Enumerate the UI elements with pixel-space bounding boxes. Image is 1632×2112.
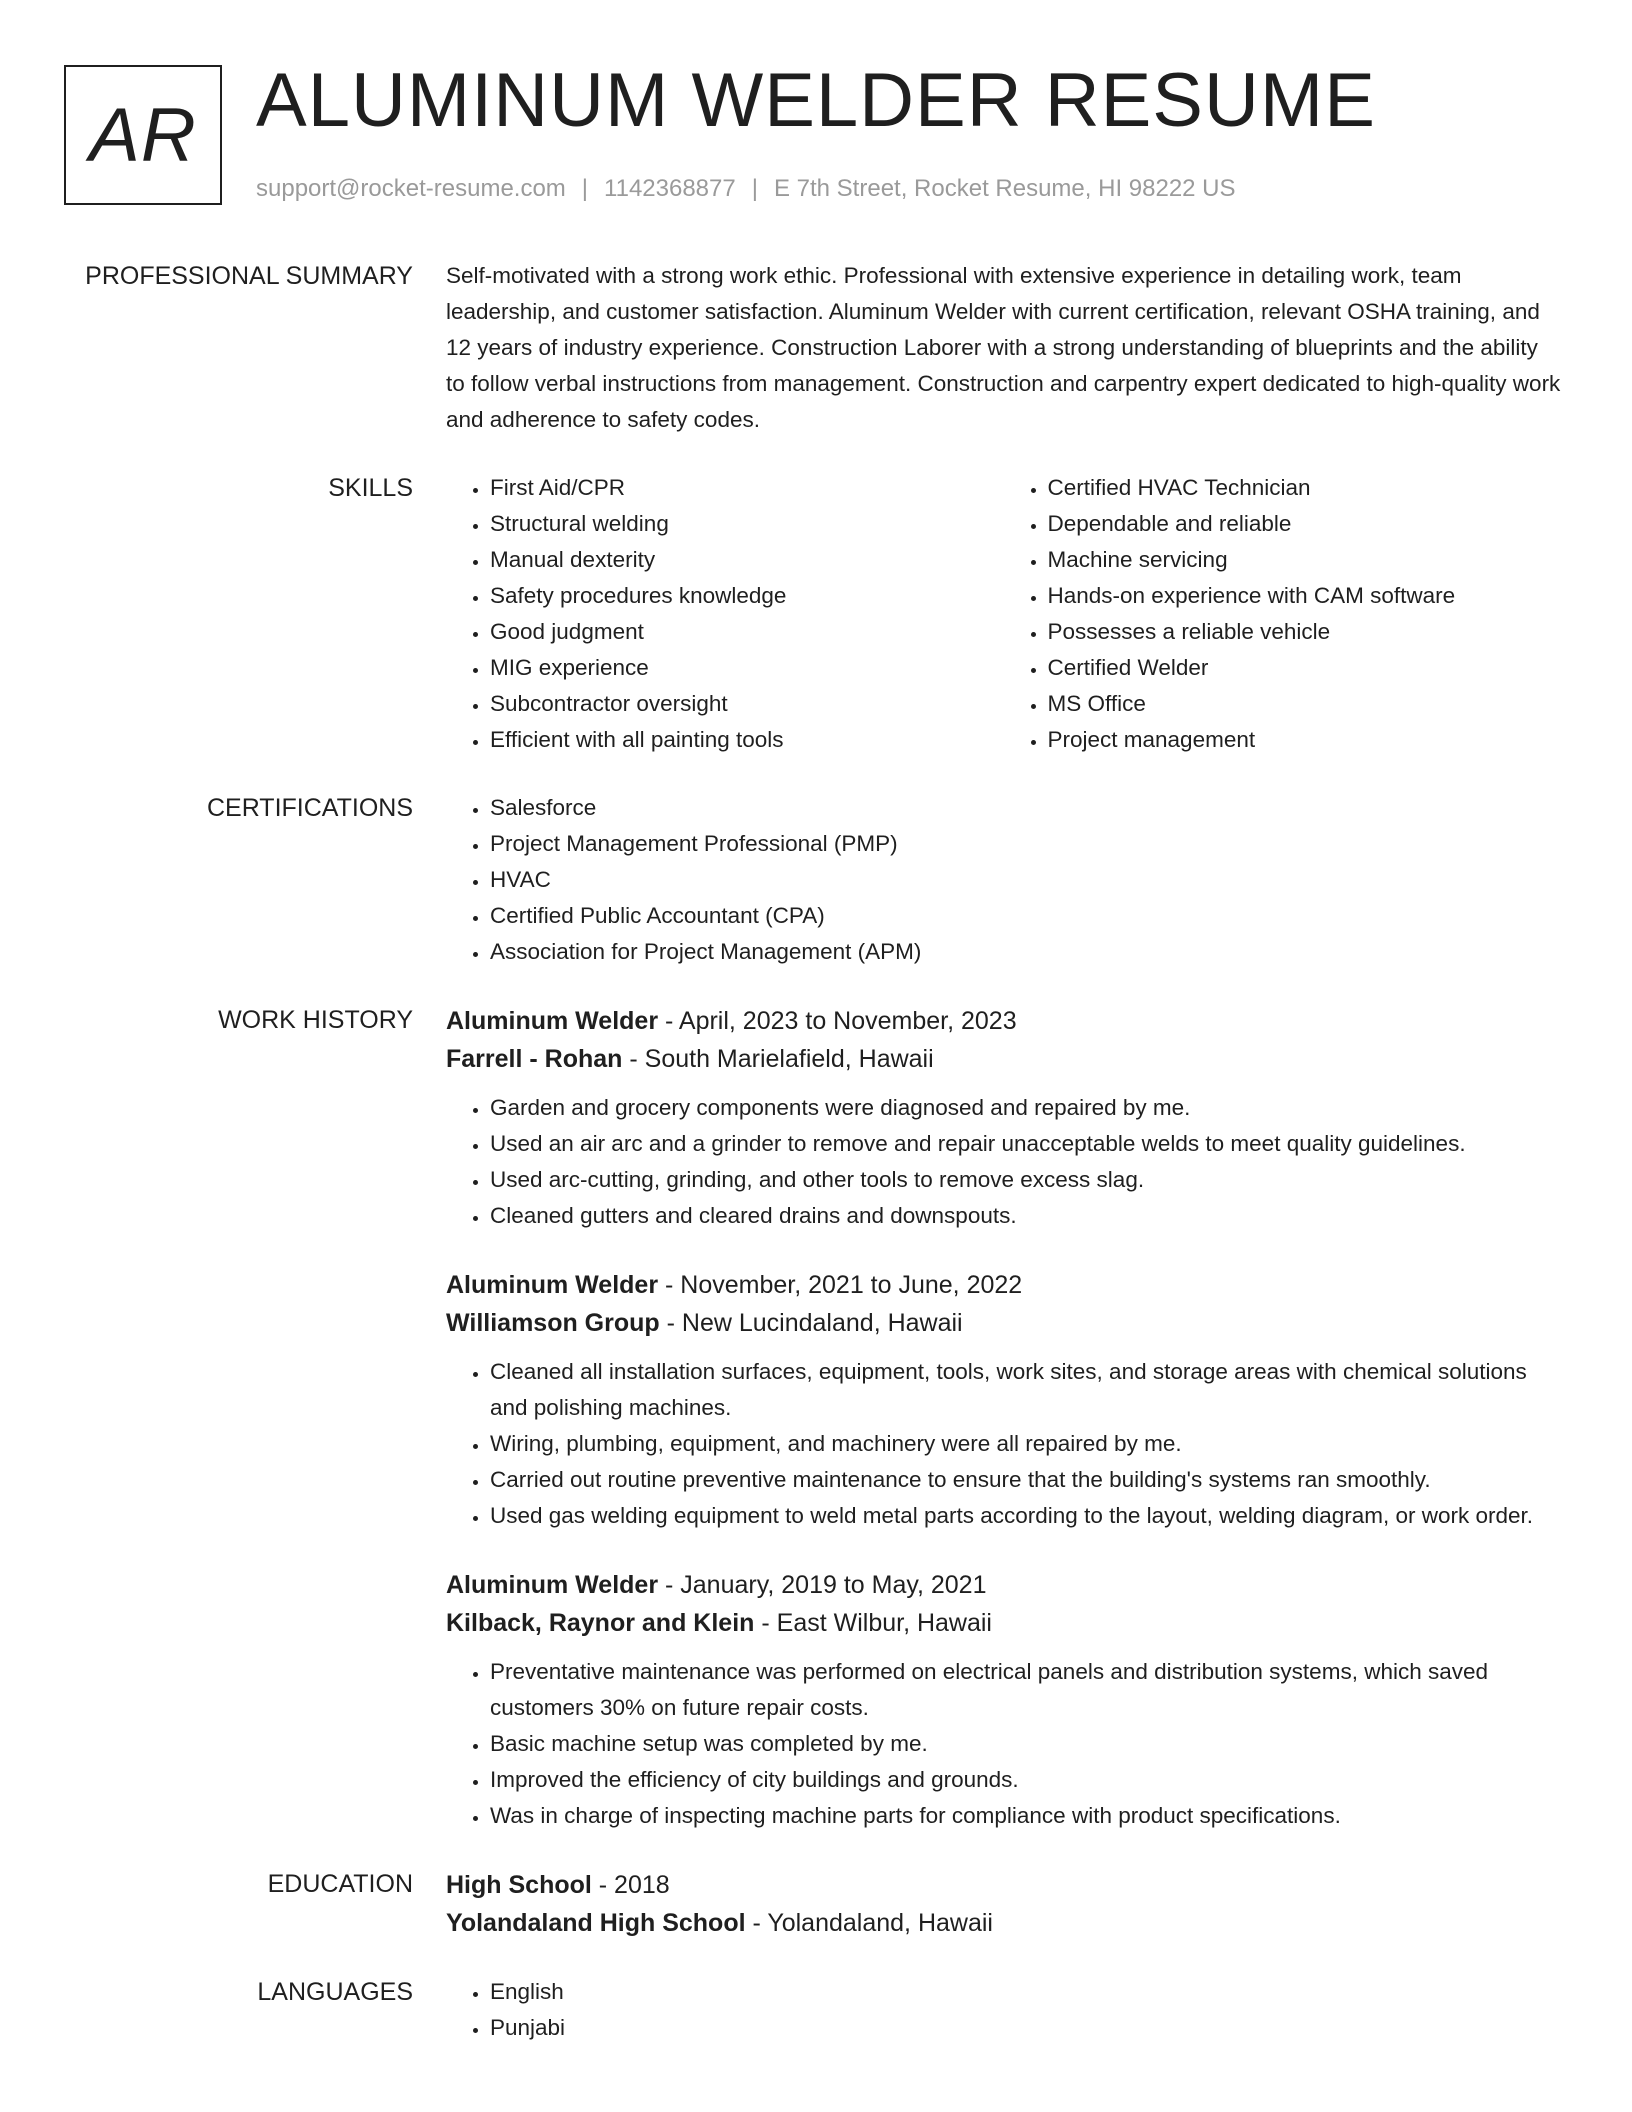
- duty-item: • Was in charge of inspecting machine parts for compliance with product specifications.: [490, 1798, 1561, 1834]
- languages-section: [0, 1974, 1632, 2046]
- skill-item: • Hands-on experience with CAM software: [1048, 578, 1562, 614]
- duty-item: • Basic machine setup was completed by me.: [490, 1726, 1561, 1762]
- work-history-body: [446, 1002, 1561, 1834]
- job-company: Kilback, Raynor and Klein: [446, 1609, 755, 1637]
- summary-body: [446, 258, 1561, 438]
- skill-item: • Efficient with all painting tools: [490, 722, 1004, 758]
- contact-separator: |: [581, 175, 589, 202]
- contact-line: [256, 174, 1236, 204]
- job-location: New Lucindaland, Hawaii: [681, 1309, 963, 1337]
- resume-content: [0, 258, 1632, 2046]
- skill-item: • Good judgment: [490, 614, 1004, 650]
- languages-label: LANGUAGES: [257, 1978, 413, 2006]
- monogram-initials: AR: [89, 92, 197, 178]
- education-body: [446, 1866, 1561, 1942]
- job-company-line: Farrell - Rohan - South Marielafield, Hawaii: [446, 1045, 934, 1073]
- contact-phone: 1142368877: [604, 175, 736, 202]
- job-dates: November, 2021 to June, 2022: [680, 1271, 1023, 1299]
- job-title-line: Aluminum Welder - November, 2021 to June, 2022: [446, 1271, 1023, 1299]
- job-location: East Wilbur, Hawaii: [776, 1609, 992, 1637]
- education-section: [0, 1866, 1632, 1942]
- work-history-label: WORK HISTORY: [218, 1006, 413, 1034]
- duty-item: • Used an air arc and a grinder to remove and repair unacceptable welds to meet quality guidelines.: [490, 1126, 1561, 1162]
- certification-item: • Association for Project Management (APM): [490, 934, 1561, 970]
- education-school: Yolandaland High School: [446, 1909, 746, 1937]
- skills-section: [0, 470, 1632, 758]
- contact-address: E 7th Street, Rocket Resume, HI 98222 US: [773, 175, 1236, 202]
- education-school-line: Yolandaland High School - Yolandaland, Hawaii: [446, 1909, 993, 1937]
- job-title: Aluminum Welder: [446, 1007, 659, 1035]
- duty-item: • Improved the efficiency of city buildings and grounds.: [490, 1762, 1561, 1798]
- job-location: South Marielafield, Hawaii: [644, 1045, 934, 1073]
- duty-item: • Used gas welding equipment to weld metal parts according to the layout, welding diagram, or work order.: [490, 1498, 1561, 1534]
- summary-label: PROFESSIONAL SUMMARY: [85, 262, 413, 290]
- job-duties: [446, 1654, 1561, 1834]
- skill-item: • MIG experience: [490, 650, 1004, 686]
- skill-item: • Certified Welder: [1048, 650, 1562, 686]
- job-dates: January, 2019 to May, 2021: [680, 1571, 987, 1599]
- duty-item: • Wiring, plumbing, equipment, and machinery were all repaired by me.: [490, 1426, 1561, 1462]
- duty-item: • Cleaned all installation surfaces, equipment, tools, work sites, and storage areas with chemical solutions and polishing machines.: [490, 1354, 1561, 1426]
- language-item: • English: [490, 1974, 1561, 2010]
- education-location: Yolandaland, Hawaii: [767, 1909, 993, 1937]
- job-entry: [446, 1002, 1561, 1234]
- job-company-line: Kilback, Raynor and Klein - East Wilbur, Hawaii: [446, 1609, 992, 1637]
- certifications-section: [0, 790, 1632, 970]
- skill-item: • Manual dexterity: [490, 542, 1004, 578]
- certifications-body: [446, 790, 1561, 970]
- certifications-list: [446, 790, 1561, 970]
- skill-item: • Safety procedures knowledge: [490, 578, 1004, 614]
- duty-item: • Preventative maintenance was performed on electrical panels and distribution systems, which saved customers 30% on future repair costs.: [490, 1654, 1561, 1726]
- language-item: • Punjabi: [490, 2010, 1561, 2046]
- job-dates: April, 2023 to November, 2023: [678, 1007, 1017, 1035]
- skill-item: • Certified HVAC Technician: [1048, 470, 1562, 506]
- skills-label: SKILLS: [328, 474, 413, 502]
- skill-item: • Project management: [1048, 722, 1562, 758]
- education-degree-line: High School - 2018: [446, 1871, 670, 1899]
- skills-body: [446, 470, 1561, 758]
- job-company: Williamson Group: [446, 1309, 660, 1337]
- resume-title: ALUMINUM WELDER RESUME: [256, 58, 1376, 143]
- certification-item: • Certified Public Accountant (CPA): [490, 898, 1561, 934]
- education-year: 2018: [614, 1871, 670, 1899]
- job-title: Aluminum Welder: [446, 1271, 659, 1299]
- summary-text: Self-motivated with a strong work ethic. Professional with extensive experience in detailing work, team leadership, and customer satisfaction. Aluminum Welder with current certification, relevant OSHA training, and 12 years of industry experience. Construction Laborer with a strong understanding of blueprints and the ability to follow verbal instructions from management. Construction and carpentry expert dedicated to high-quality work and adherence to safety codes.: [446, 263, 1561, 432]
- contact-separator: |: [751, 175, 758, 202]
- skill-item: • First Aid/CPR: [490, 470, 1004, 506]
- duty-item: • Carried out routine preventive maintenance to ensure that the building's systems ran smoothly.: [490, 1462, 1561, 1498]
- certification-item: • Salesforce: [490, 790, 1561, 826]
- job-duties: [446, 1090, 1561, 1234]
- job-entry: [446, 1266, 1561, 1534]
- monogram-box: [64, 65, 222, 205]
- languages-body: [446, 1974, 1561, 2046]
- duty-item: • Cleaned gutters and cleared drains and downspouts.: [490, 1198, 1561, 1234]
- education-degree: High School: [446, 1871, 592, 1899]
- skill-item: • Subcontractor oversight: [490, 686, 1004, 722]
- certification-item: • HVAC: [490, 862, 1561, 898]
- skill-item: • MS Office: [1048, 686, 1562, 722]
- job-duties: [446, 1354, 1561, 1534]
- job-entry: [446, 1566, 1561, 1834]
- duty-item: • Garden and grocery components were diagnosed and repaired by me.: [490, 1090, 1561, 1126]
- skill-item: • Machine servicing: [1048, 542, 1562, 578]
- certification-item: • Project Management Professional (PMP): [490, 826, 1561, 862]
- contact-email: support@rocket-resume.com: [256, 175, 566, 202]
- certifications-label: CERTIFICATIONS: [206, 794, 413, 822]
- job-title: Aluminum Welder: [446, 1571, 659, 1599]
- skills-list-right: [1004, 470, 1562, 758]
- languages-list: [446, 1974, 1561, 2046]
- job-title-line: Aluminum Welder - January, 2019 to May, 2021: [446, 1571, 987, 1599]
- job-company: Farrell - Rohan: [446, 1045, 623, 1073]
- skill-item: • Structural welding: [490, 506, 1004, 542]
- skill-item: • Dependable and reliable: [1048, 506, 1562, 542]
- job-title-line: Aluminum Welder - April, 2023 to November, 2023: [446, 1007, 1017, 1035]
- skill-item: • Possesses a reliable vehicle: [1048, 614, 1562, 650]
- summary-section: [0, 258, 1632, 438]
- duty-item: • Used arc-cutting, grinding, and other tools to remove excess slag.: [490, 1162, 1561, 1198]
- skills-list-left: [446, 470, 1004, 758]
- work-history-section: [0, 1002, 1632, 1834]
- education-label: EDUCATION: [267, 1870, 413, 1898]
- job-company-line: Williamson Group - New Lucindaland, Hawaii: [446, 1309, 963, 1337]
